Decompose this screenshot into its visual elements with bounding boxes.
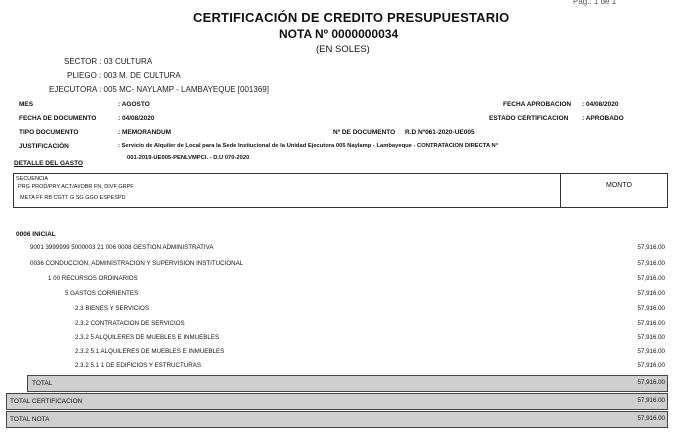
- fecha-documento-value: : 04/08/2020: [118, 115, 155, 122]
- estado-certificacion-value: : APROBADO: [582, 115, 624, 122]
- total-nota-label: TOTAL NOTA: [10, 416, 50, 423]
- justificacion-value-line1: : Servicio de Alquiler de Local para la Sede Instiucional de la Unidad Ejecutora 005 Naylamp - Lambayeque - CONTRATACION DIRECTA N°: [118, 143, 499, 149]
- row-amount: 57,916.00: [637, 305, 665, 312]
- detalle-gasto-heading: DETALLE DEL GASTO: [14, 160, 83, 167]
- table-header-secuencia: SECUENCIA: [16, 176, 49, 182]
- pliego-line: PLIEGO : 003 M. DE CULTURA: [67, 71, 181, 80]
- estado-certificacion-label: ESTADO CERTIFICACION: [489, 115, 569, 122]
- total-nota-amount: 57,916.00: [637, 415, 665, 422]
- row-amount: 57,916.00: [637, 348, 665, 355]
- document-title: CERTIFICACIÓN DE CREDITO PRESUPUESTARIO: [193, 10, 510, 25]
- table-row: 2.3.2 5.1 1 DE EDIFICIOS Y ESTRUCTURAS: [75, 362, 201, 369]
- total-nota-bar: [6, 411, 668, 428]
- currency-label: (EN SOLES): [316, 44, 370, 55]
- total-label: TOTAL: [32, 380, 53, 387]
- table-row: 9001 3999999 5000003 21 006 0008 GESTION ADMINISTRATIVA: [30, 244, 214, 251]
- row-amount: 57,916.00: [637, 362, 665, 369]
- row-amount: 57,916.00: [637, 334, 665, 341]
- table-row: 1 00 RECURSOS ORDINARIOS: [48, 275, 138, 282]
- mes-label: MES: [19, 101, 34, 108]
- tipo-documento-label: TIPO DOCUMENTO: [19, 129, 79, 136]
- table-header-columns-1: PRG PROD/PRY ACT/AI/OBR FN. DIVF GRPF: [18, 184, 134, 190]
- table-row: 2.3.2 5.1 ALQUILERES DE MUEBLES E INMUEBLES: [75, 348, 225, 355]
- table-row: 2.3.2 CONTRATACION DE SERVICIOS: [75, 320, 185, 327]
- justificacion-label: JUSTIFICACIÓN: [19, 143, 69, 150]
- row-amount: 57,916.00: [637, 244, 665, 251]
- row-amount: 57,916.00: [637, 290, 665, 297]
- numero-documento-label: Nº DE DOCUMENTO: [333, 129, 396, 136]
- total-certificacion-amount: 57,916.00: [637, 397, 665, 404]
- page-number: Pag.: 1 de 1: [573, 0, 617, 6]
- fecha-aprobacion-label: FECHA APROBACION: [503, 101, 572, 108]
- table-header-box: [13, 173, 668, 208]
- table-row: 5 GASTOS CORRIENTES: [65, 290, 139, 297]
- table-header-monto: MONTO: [606, 182, 632, 189]
- total-certificacion-label: TOTAL CERTIFICACION: [10, 398, 83, 405]
- mes-value: : AGOSTO: [118, 101, 150, 108]
- row-amount: 57,916.00: [637, 260, 665, 267]
- fecha-aprobacion-value: : 04/08/2020: [582, 101, 619, 108]
- section-inicial: 0006 INICIAL: [16, 231, 56, 238]
- justificacion-value-line2: 001-2019-UE005-PENLVMPCI. - D.U 070-2020: [127, 155, 250, 161]
- ejecutora-line: EJECUTORA : 005 MC- NAYLAMP - LAMBAYEQUE [001369]: [49, 85, 269, 94]
- tipo-documento-value: : MEMORANDUM: [118, 129, 172, 136]
- total-amount: 57,916.00: [637, 379, 665, 386]
- sector-line: SECTOR : 03 CULTURA: [64, 57, 153, 66]
- numero-documento-value: R.D Nº061-2020-UE005: [405, 129, 475, 136]
- table-header-divider: [560, 173, 561, 208]
- table-row: 0036 CONDUCCION, ADMINISTRACION Y SUPERVISION INSTITUCIONAL: [30, 260, 244, 267]
- table-row: 2.3.2 5 ALQUILERES DE MUEBLES E INMUEBLES: [75, 334, 220, 341]
- row-amount: 57,916.00: [637, 320, 665, 327]
- total-certificacion-bar: [6, 393, 668, 410]
- fecha-documento-label: FECHA DE DOCUMENTO: [19, 115, 97, 122]
- table-row: 2.3 BIENES Y SERVICIOS: [75, 305, 149, 312]
- total-bar: [27, 375, 668, 392]
- table-header-columns-2: META FF RB CGTT G SG GGO ESPESPD: [20, 195, 126, 201]
- row-amount: 57,916.00: [637, 275, 665, 282]
- nota-number: NOTA Nº 0000000034: [279, 27, 399, 41]
